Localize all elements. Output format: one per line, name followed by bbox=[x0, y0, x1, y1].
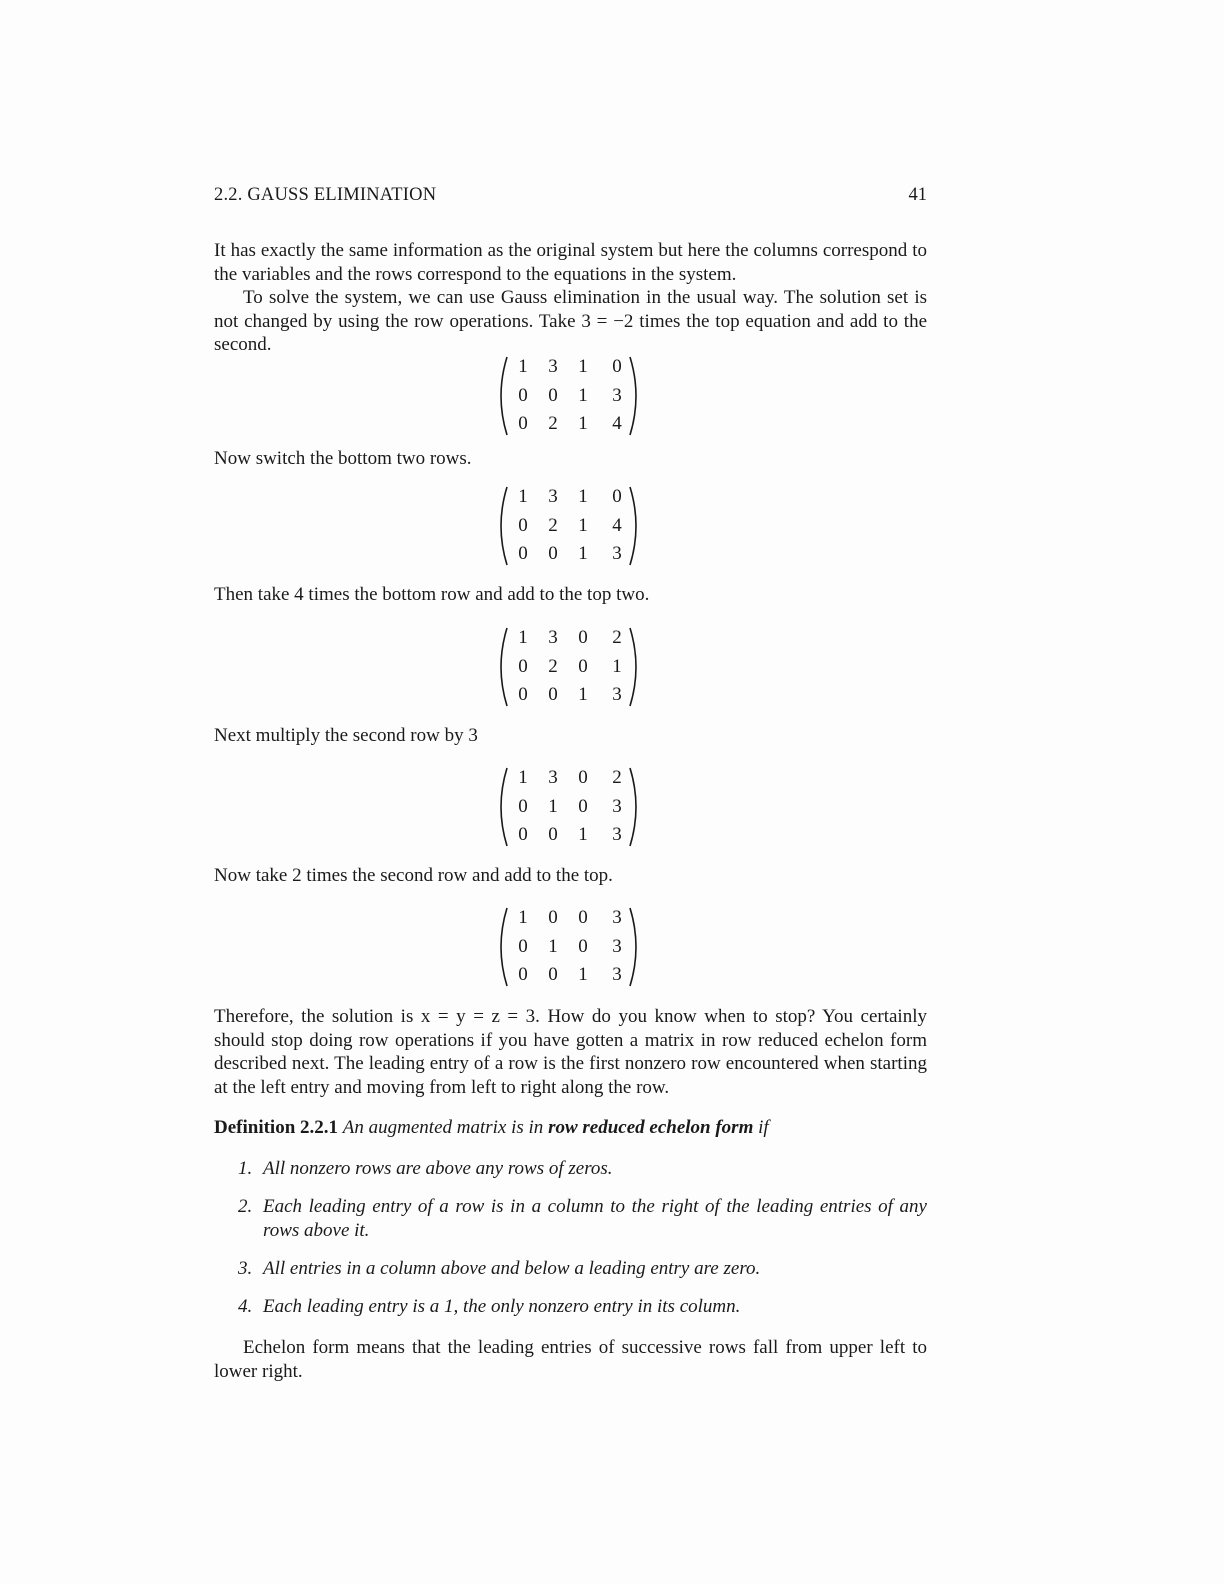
definition-intro: An augmented matrix is in bbox=[342, 1117, 544, 1138]
right-paren bbox=[630, 908, 636, 986]
matrix-entry: 0 bbox=[518, 655, 528, 677]
matrix-entry: 0 bbox=[612, 486, 622, 507]
definition-item-2 bbox=[238, 1195, 927, 1242]
paragraph-text: Now switch the bottom two rows. bbox=[214, 448, 472, 469]
matrix-entry: 0 bbox=[518, 543, 528, 564]
matrix-entry: 3 bbox=[612, 543, 622, 564]
matrix-entry: 1 bbox=[578, 514, 588, 536]
left-paren bbox=[501, 628, 507, 706]
matrix-entry: 3 bbox=[548, 767, 558, 788]
item-text: Each leading entry of a row is in a column to the right of the leading entries of any rows above it. bbox=[263, 1196, 927, 1241]
matrix-entry: 2 bbox=[612, 627, 622, 648]
paragraph-text: Then take 4 times the bottom row and add to the top two. bbox=[214, 584, 650, 605]
matrix-entry: 2 bbox=[548, 655, 558, 677]
paragraph-4 bbox=[214, 583, 927, 607]
matrix-entry: 0 bbox=[518, 795, 528, 817]
definition-item-1 bbox=[238, 1157, 927, 1181]
matrix-entry: 1 bbox=[578, 486, 588, 507]
augmented-matrix-1 bbox=[494, 355, 644, 437]
matrix-entry: 1 bbox=[518, 907, 528, 928]
page-header bbox=[214, 185, 927, 209]
matrix-entry: 4 bbox=[612, 413, 622, 434]
matrix-entry: 0 bbox=[518, 384, 528, 406]
matrix-entry: 1 bbox=[518, 627, 528, 648]
paragraph-3 bbox=[214, 447, 927, 471]
matrix-entry: 3 bbox=[612, 384, 622, 406]
item-number: 1. bbox=[238, 1158, 253, 1179]
matrix-entry: 1 bbox=[578, 824, 588, 845]
matrix-entry: 3 bbox=[612, 964, 622, 985]
augmented-matrix-2 bbox=[494, 485, 644, 567]
matrix-entry: 3 bbox=[612, 824, 622, 845]
matrix-entry: 2 bbox=[548, 413, 558, 434]
matrix-entry: 0 bbox=[612, 356, 622, 377]
matrix-entry: 0 bbox=[518, 684, 528, 705]
paragraph-1 bbox=[214, 239, 927, 286]
matrix-entry: 0 bbox=[518, 514, 528, 536]
augmented-matrix-4 bbox=[494, 766, 644, 848]
matrix-entry: 3 bbox=[548, 627, 558, 648]
paragraph-text: It has exactly the same information as the original system but here the columns correspond to the variables and the rows correspond to the equations in the system. bbox=[214, 240, 927, 285]
matrix-entry: 0 bbox=[548, 543, 558, 564]
item-number: 3. bbox=[238, 1258, 253, 1279]
matrix-entry: 0 bbox=[518, 413, 528, 434]
matrix-entry: 0 bbox=[578, 907, 588, 928]
item-number: 2. bbox=[238, 1196, 253, 1217]
matrix-entry: 0 bbox=[578, 795, 588, 817]
definition-term: row reduced echelon form bbox=[548, 1117, 754, 1138]
definition-label: Definition 2.2.1 bbox=[214, 1117, 339, 1138]
right-paren bbox=[630, 487, 636, 565]
matrix-entry: 3 bbox=[612, 795, 622, 817]
running-head: 2.2. GAUSS ELIMINATION bbox=[214, 185, 437, 205]
definition-item-3 bbox=[238, 1257, 927, 1281]
item-text: All nonzero rows are above any rows of zeros. bbox=[263, 1158, 613, 1179]
matrix-entry: 1 bbox=[578, 964, 588, 985]
paragraph-text: To solve the system, we can use Gauss elimination in the usual way. The solution set is not changed by using the row operations. Take 3 = −2 times the top equation and add to the second. bbox=[214, 287, 927, 356]
matrix-entry: 0 bbox=[578, 627, 588, 648]
matrix-entry: 1 bbox=[518, 356, 528, 377]
paragraph-text: Next multiply the second row by 3 bbox=[214, 725, 478, 746]
matrix-entry: 0 bbox=[518, 935, 528, 957]
paragraph-8 bbox=[214, 1336, 927, 1383]
right-paren bbox=[630, 768, 636, 846]
paragraph-text: Therefore, the solution is x = y = z = 3. How do you know when to stop? You certainly should stop doing row operations if you have gotten a matrix in row reduced echelon form described next. The leading entry of a row is the first nonzero row encountered when starting at the left entry and moving from left to right along the row. bbox=[214, 1006, 927, 1099]
matrix-entry: 0 bbox=[518, 964, 528, 985]
right-paren bbox=[630, 628, 636, 706]
definition-heading bbox=[214, 1116, 927, 1140]
left-paren bbox=[501, 357, 507, 435]
matrix-entry: 0 bbox=[578, 655, 588, 677]
matrix-entry: 1 bbox=[578, 384, 588, 406]
definition-item-4 bbox=[238, 1295, 927, 1319]
matrix-entry: 4 bbox=[612, 514, 622, 536]
matrix-entry: 2 bbox=[612, 767, 622, 788]
item-number: 4. bbox=[238, 1296, 253, 1317]
matrix-entry: 0 bbox=[578, 935, 588, 957]
matrix-entry: 1 bbox=[518, 767, 528, 788]
matrix-entry: 1 bbox=[578, 543, 588, 564]
matrix-entry: 1 bbox=[578, 413, 588, 434]
page-number: 41 bbox=[908, 185, 927, 205]
paragraph-text: Echelon form means that the leading entries of successive rows fall from upper left to lower right. bbox=[214, 1337, 927, 1382]
matrix-entry: 1 bbox=[578, 684, 588, 705]
matrix-entry: 0 bbox=[578, 767, 588, 788]
matrix-entry: 0 bbox=[548, 684, 558, 705]
left-paren bbox=[501, 487, 507, 565]
paragraph-7 bbox=[214, 1005, 927, 1100]
matrix-entry: 0 bbox=[548, 907, 558, 928]
paragraph-6 bbox=[214, 864, 927, 888]
definition-tail: if bbox=[758, 1117, 769, 1138]
left-paren bbox=[501, 768, 507, 846]
matrix-entry: 0 bbox=[548, 384, 558, 406]
item-text: Each leading entry is a 1, the only nonzero entry in its column. bbox=[263, 1296, 741, 1317]
matrix-entry: 3 bbox=[612, 935, 622, 957]
matrix-entry: 3 bbox=[548, 486, 558, 507]
matrix-entry: 0 bbox=[548, 964, 558, 985]
left-paren bbox=[501, 908, 507, 986]
matrix-entry: 3 bbox=[612, 684, 622, 705]
matrix-entry: 1 bbox=[548, 795, 558, 817]
matrix-entry: 1 bbox=[578, 356, 588, 377]
paragraph-text: Now take 2 times the second row and add to the top. bbox=[214, 865, 613, 886]
paragraph-5 bbox=[214, 724, 927, 748]
paragraph-2 bbox=[214, 286, 927, 357]
matrix-entry: 3 bbox=[612, 907, 622, 928]
matrix-entry: 0 bbox=[518, 824, 528, 845]
matrix-entry: 2 bbox=[548, 514, 558, 536]
matrix-entry: 1 bbox=[548, 935, 558, 957]
matrix-entry: 1 bbox=[518, 486, 528, 507]
matrix-entry: 3 bbox=[548, 356, 558, 377]
augmented-matrix-5 bbox=[494, 906, 644, 988]
matrix-entry: 0 bbox=[548, 824, 558, 845]
augmented-matrix-3 bbox=[494, 626, 644, 708]
item-text: All entries in a column above and below a leading entry are zero. bbox=[263, 1258, 761, 1279]
right-paren bbox=[630, 357, 636, 435]
matrix-entry: 1 bbox=[612, 655, 622, 677]
